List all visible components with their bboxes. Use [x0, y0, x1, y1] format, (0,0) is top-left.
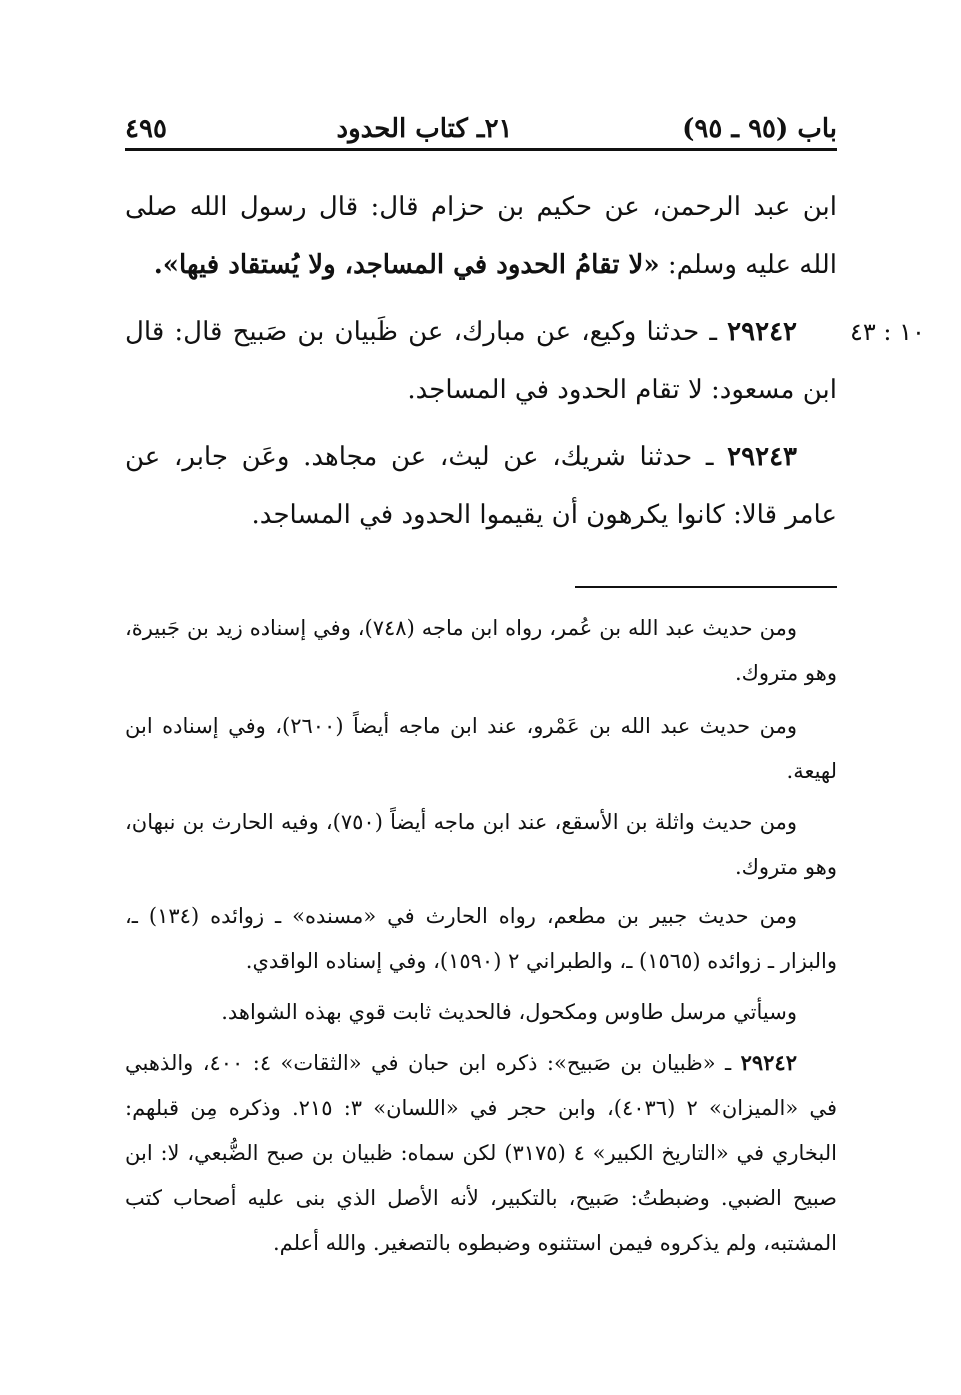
footnote-text: ـ «ظبيان بن صَبيح»: ذكره ابن حبان في «الثقات» ٤: ٤٠٠، والذهبي في «الميزان» ٢ (٤٠٣٦)، وابن حجر في «اللسان» ٣: ٢١٥. وذكره مِن قبلهم: البخاري في «التاريخ الكبير» ٤ (٣١٧٥) لكن سماه: ظبيان بن صبح الضُّبعي، لا: ابن صبيح الضبي. وضبطتُ: صَبيح، بالتكبير، لأنه الأصل الذي بنى عليه أصحاب كتب المشتبه، ولم يذكروه فيمن استثنوه وضبطوه بالتصغير. والله أعلم.	[125, 1051, 837, 1255]
body-paragraph-1	[125, 178, 837, 294]
footnote-number: ٢٩٢٤٢	[740, 1050, 797, 1075]
footnote-3	[125, 800, 837, 890]
chapter-title: باب (٩٥ ـ ٩٥)	[682, 114, 837, 144]
paragraph-text: ابن عبد الرحمن، عن حكيم بن حزام قال: قال رسول الله صلى الله عليه وسلم:	[125, 192, 837, 280]
paragraph-text: ـ حدثنا شريك، عن ليث، عن مجاهد. وعَن جابر، عن عامر قالا: كانوا يكرهون أن يقيموا الحدود في المساجد.	[125, 442, 837, 530]
footnote-rule	[575, 586, 837, 588]
footnote-text: ومن حديث واثلة بن الأسقع، عند ابن ماجه أيضاً (٧٥٠)، وفيه الحارث بن نبهان، وهو متروك.	[125, 810, 837, 879]
page-header	[125, 100, 837, 144]
footnote-text: ومن حديث عبد الله بن عَمْرو، عند ابن ماجه أيضاً (٢٦٠٠)، وفي إسناده ابن لهيعة.	[125, 714, 837, 783]
footnote-text: ومن حديث جبير بن مطعم، رواه الحارث في «مسنده» ـ زوائده (١٣٤) ـ، والبزار ـ زوائده (١٥٦٥) ـ، والطبراني ٢ (١٥٩٠)، وفي إسناده الواقدي.	[125, 904, 837, 973]
book-title: ٢١ـ كتاب الحدود	[336, 114, 513, 144]
footnote-text: وسيأتي مرسل طاوس ومكحول، فالحديث ثابت قوي بهذه الشواهد.	[221, 1000, 797, 1024]
footnote-1	[125, 606, 837, 696]
footnote-text: ومن حديث عبد الله بن عُمر، رواه ابن ماجه (٧٤٨)، وفي إسناده زيد بن جَبيرة، وهو متروك.	[125, 616, 837, 685]
footnote-6	[125, 1040, 837, 1266]
body-paragraph-2	[125, 303, 837, 419]
hadith-number: ٢٩٢٤٣	[727, 442, 797, 472]
paragraph-text: ـ حدثنا وكيع، عن مبارك، عن ظَبيان بن صَبيح قال: قال ابن مسعود: لا تقام الحدود في المساجد.	[125, 317, 837, 405]
footnote-5	[125, 990, 837, 1035]
hadith-number: ٢٩٢٤٢	[727, 317, 797, 347]
footnote-2	[125, 704, 837, 794]
body-paragraph-3	[125, 428, 837, 544]
hadith-quote: «لا تقامُ الحدود في المساجد، ولا يُستقاد فيها».	[153, 250, 660, 280]
header-rule	[125, 148, 837, 151]
footnote-4	[125, 894, 837, 984]
side-reference: ١٠ : ٤٣	[850, 318, 925, 346]
page-number: ٤٩٥	[125, 114, 167, 144]
